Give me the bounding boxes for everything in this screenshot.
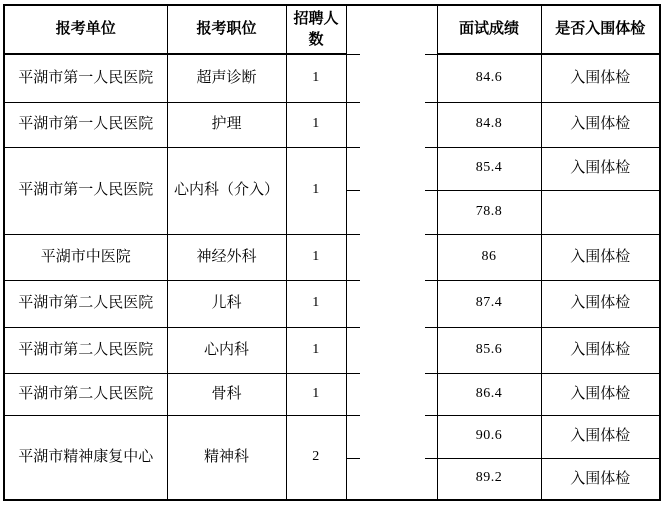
position-cell: 神经外科: [167, 234, 286, 280]
score-cell: 84.6: [437, 54, 541, 102]
position-cell: 精神科: [167, 415, 286, 500]
position-cell: 儿科: [167, 280, 286, 327]
unit-cell: 平湖市中医院: [4, 234, 167, 280]
table-row: [4, 54, 660, 102]
position-cell: 骨科: [167, 373, 286, 415]
result-cell: 入围体检: [541, 102, 660, 147]
position-cell: 心内科（介入）: [167, 147, 286, 234]
count-cell: 1: [286, 147, 346, 234]
position-cell: 超声诊断: [167, 54, 286, 102]
table-row: [4, 147, 660, 190]
result-cell: 入围体检: [541, 54, 660, 102]
hidden-column-cell: [346, 415, 437, 458]
count-cell: 1: [286, 102, 346, 147]
score-cell: 78.8: [437, 190, 541, 234]
hidden-column-cell: [346, 280, 437, 327]
hidden-column-cell: [346, 147, 437, 190]
hidden-column-cell: [346, 373, 437, 415]
count-cell: 1: [286, 373, 346, 415]
table-row: [4, 327, 660, 373]
unit-cell: 平湖市精神康复中心: [4, 415, 167, 500]
unit-cell: 平湖市第一人民医院: [4, 54, 167, 102]
header-unit: 报考单位: [4, 5, 167, 54]
hidden-column-cell: [346, 190, 437, 234]
score-cell: 85.4: [437, 147, 541, 190]
result-cell: 入围体检: [541, 280, 660, 327]
recruitment-results-table-wrap: [3, 4, 659, 501]
count-cell: 1: [286, 234, 346, 280]
score-cell: 90.6: [437, 415, 541, 458]
table-row: [4, 102, 660, 147]
header-interview-score: 面试成绩: [437, 5, 541, 54]
result-cell: 入围体检: [541, 147, 660, 190]
unit-cell: 平湖市第二人民医院: [4, 373, 167, 415]
result-cell: 入围体检: [541, 234, 660, 280]
header-row: [4, 5, 660, 54]
unit-cell: 平湖市第一人民医院: [4, 102, 167, 147]
score-cell: 86.4: [437, 373, 541, 415]
count-cell: 1: [286, 327, 346, 373]
result-cell: 入围体检: [541, 327, 660, 373]
hidden-column-cell: [346, 54, 437, 102]
score-cell: 86: [437, 234, 541, 280]
header-recruit-count: 招聘人数: [286, 5, 346, 54]
table-row: [4, 373, 660, 415]
score-cell: 84.8: [437, 102, 541, 147]
count-cell: 1: [286, 280, 346, 327]
count-cell: 2: [286, 415, 346, 500]
result-cell: [541, 190, 660, 234]
position-cell: 护理: [167, 102, 286, 147]
header-shortlisted: 是否入围体检: [541, 5, 660, 54]
score-cell: 87.4: [437, 280, 541, 327]
result-cell: 入围体检: [541, 373, 660, 415]
unit-cell: 平湖市第二人民医院: [4, 327, 167, 373]
header-position: 报考职位: [167, 5, 286, 54]
hidden-column-cell: [346, 102, 437, 147]
score-cell: 85.6: [437, 327, 541, 373]
unit-cell: 平湖市第一人民医院: [4, 147, 167, 234]
hidden-column-cell: [346, 234, 437, 280]
table-row: [4, 280, 660, 327]
recruitment-results-table: [3, 4, 661, 501]
score-cell: 89.2: [437, 458, 541, 500]
table-row: [4, 415, 660, 458]
result-cell: 入围体检: [541, 458, 660, 500]
position-cell: 心内科: [167, 327, 286, 373]
hidden-column-cell: [346, 327, 437, 373]
result-cell: 入围体检: [541, 415, 660, 458]
hidden-column-cell: [346, 458, 437, 500]
unit-cell: 平湖市第二人民医院: [4, 280, 167, 327]
header-hidden-column: [346, 5, 437, 54]
count-cell: 1: [286, 54, 346, 102]
table-row: [4, 234, 660, 280]
